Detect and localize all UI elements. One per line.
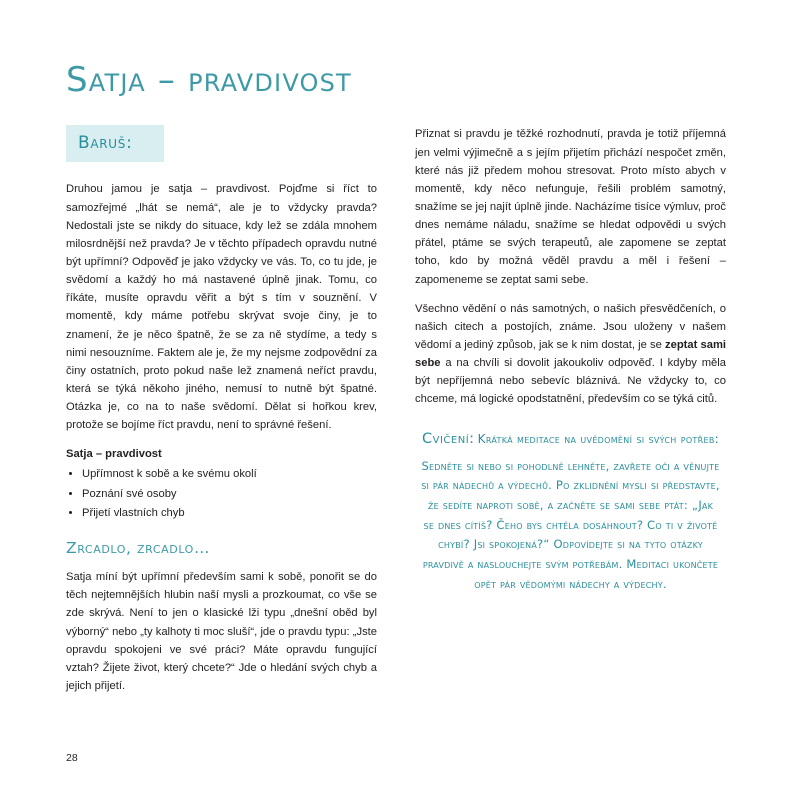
page-number: 28 xyxy=(66,752,78,764)
list-heading: Satja – pravdivost xyxy=(66,448,162,461)
speaker-label: Baruš: xyxy=(78,133,133,154)
paragraph: Satja míní být upřímní především sami k sobě, ponořit se do těch nejtemnějších hlubin naší mysli a prozkoumat, co vše se zde skrývá. Není to jen o klasické lži typu „dnešní oběd byl výborný“ nebo „ty kalhoty ti moc sluší“, jde o pravdu typu: „Jste opravdu spokojeni ve své práci? Máte opravdu fungující vztah? Žijete život, který chcete?“ Jde o hledání svých chyb a jejich přijetí. xyxy=(66,571,377,692)
speaker-box xyxy=(66,125,164,162)
right-column xyxy=(415,125,726,594)
list-item: • Poznání své osoby xyxy=(82,485,377,504)
two-column-layout xyxy=(66,125,734,706)
paragraph-with-emphasis xyxy=(415,300,726,409)
paragraph: Druhou jamou je satja – pravdivost. Pojďme si říct to samozřejmé „lhát se nemá“, ale je to vždycky pravda? Nedostali jste se nikdy do situace, kdy lež se zdála mnohem milosrdnější než pravda? Je v těchto případech opravdu nutné být upřímní? Odpověď je jako vždycky ve vás. To, co tu jde, je svědomí a každý ho má nastavené úplně jinak. Tomu, co říkáte, musíte opravdu věřit a být s tím v souznění. V momentě, kdy máme potřebu skrývat svoje činy, je to znamení, že je něco špatně, že se za ně stydíme, a tedy s nimi nesouzníme. Faktem ale je, že my nejsme zodpovědní za činy ostatních, proto pokud naše lež znamená neříct pravdu, která se týká někoho jiného, nemusí to nutně být špatné. Otázka je, co na to naše svědomí. Dělat si hořkou krev, protože se bojíme říct pravdu, není to správné řešení. xyxy=(66,183,377,432)
paragraph-text-before: Všechno vědění o nás samotných, o našich přesvědčeních, o našich citech a postojích, známe. Jsou uloženy v našem vědomí a jediný způsob, jak se k nim dostat, je se xyxy=(415,302,726,351)
paragraph-text-after: a na chvíli si dovolit jakoukoliv odpověď. I kdyby měla být nepříjemná nebo sebevíc bláznivá. Ne vždycky to, co chceme, má logické opodstatnění, především co se týká citů. xyxy=(415,357,726,406)
exercise-subtitle: Krátká meditace na uvědomění si svých potřeb: xyxy=(477,431,719,446)
list-item: • Přijetí vlastních chyb xyxy=(82,504,377,523)
exercise-label: Cvičení: xyxy=(422,430,475,447)
exercise-heading xyxy=(415,431,726,447)
exercise-text: Sedněte si nebo si pohodlně lehněte, zavřete oči a věnujte si pár nádechů a výdechů. Po zklidnění mysli si představte, že sedíte naproti sobě, a začněte se sami sebe ptát: „Jak se dnes cítíš? Čeho bys chtěla dosáhnout? Co ti v životě chybí? Jsi spokojená?“ Odpovídejte si na tyto otázky pravdivě a naslouchejte svým potřebám. Meditaci ukončete opět pár vědomými nádechy a výdechy. xyxy=(421,458,720,591)
list-item: • Upřímnost k sobě a ke svému okolí xyxy=(82,465,377,484)
bullet-list xyxy=(66,465,377,523)
page-title: Satja – pravdivost xyxy=(66,60,352,100)
paragraph: Přiznat si pravdu je těžké rozhodnutí, pravda je totiž příjemná jen velmi výjimečně a s jejím přijetím přichází nespočet změn, které nás již předem mohou stresovat. Proto místo abych v momentě, kdy něco nefunguje, řešili problém samotný, snažíme se jej najít úplně jinde. Nacházíme tisíce výmluv, proč dnes nemáme náladu, snažíme se hledat odpovědi u svých přátel, ptáme se svých terapeutů, ale zapomene se zeptat toho, kdo by možná věděl pravdu a měl i řešení – zapomeneme se zeptat sami sebe. xyxy=(415,128,726,286)
emphasized-phrase: zeptat sami sebe xyxy=(415,338,727,370)
left-column xyxy=(66,125,377,706)
section-subheading: Zrcadlo, zrcadlo… xyxy=(66,539,211,558)
